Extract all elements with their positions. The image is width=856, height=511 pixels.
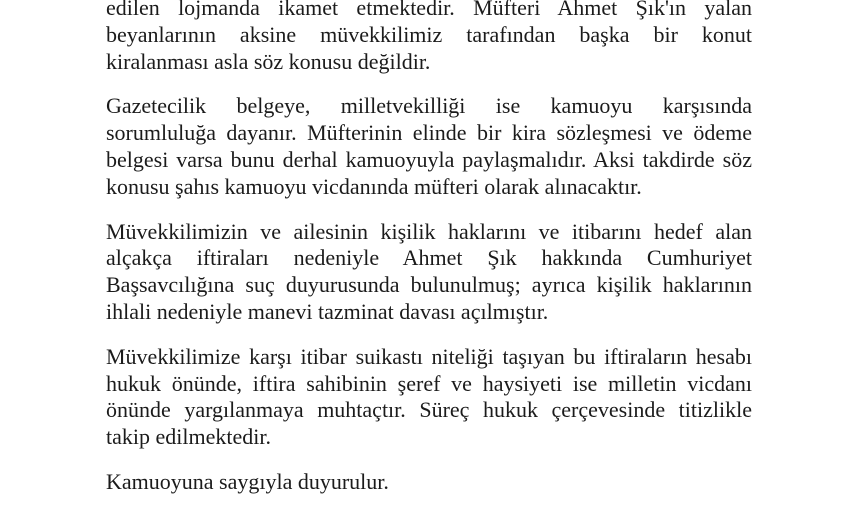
text-line: Başsavcılığına suç duyurusunda bulunulmuş; ayrıca kişilik haklarının bbox=[106, 272, 752, 298]
document-body bbox=[106, 0, 752, 511]
text-line: sorumluluğa dayanır. Müfterinin elinde bir kira sözleşmesi ve ödeme bbox=[106, 120, 752, 146]
text-line: Gazetecilik belgeye, milletvekilliği ise kamuoyu karşısında bbox=[106, 93, 752, 119]
paragraph bbox=[106, 344, 752, 451]
text-line: edilen lojmanda ikamet etmektedir. Müfteri Ahmet Şık'ın yalan bbox=[106, 0, 752, 20]
text-line: beyanlarının aksine müvekkilimiz tarafından başka bir konut bbox=[106, 21, 752, 47]
paragraph bbox=[106, 93, 752, 200]
text-line: kiralanması asla söz konusu değildir. bbox=[106, 48, 431, 74]
text-line: önünde yargılanmaya muhtaçtır. Süreç hukuk çerçevesinde titizlikle bbox=[106, 397, 752, 423]
text-line: konusu şahıs kamuoyu vicdanında müfteri olarak alınacaktır. bbox=[106, 173, 642, 199]
text-line: Müvekkilimizin ve ailesinin kişilik haklarını ve itibarını hedef alan bbox=[106, 218, 752, 244]
text-line: ihlali nedeniyle manevi tazminat davası açılmıştır. bbox=[106, 298, 549, 324]
paragraph bbox=[106, 469, 752, 496]
text-line: belgesi varsa bunu derhal kamuoyuyla paylaşmalıdır. Aksi takdirde söz bbox=[106, 146, 752, 172]
paragraph bbox=[106, 219, 752, 326]
text-line: alçakça iftiraları nedeniyle Ahmet Şık hakkında Cumhuriyet bbox=[106, 245, 752, 271]
text-line: takip edilmektedir. bbox=[106, 424, 271, 450]
paragraph bbox=[106, 0, 752, 75]
text-line: Müvekkilimize karşı itibar suikastı niteliği taşıyan bu iftiraların hesabı bbox=[106, 343, 752, 369]
text-line: hukuk önünde, iftira sahibinin şeref ve haysiyeti ise milletin vicdanı bbox=[106, 370, 752, 396]
text-line: Kamuoyuna saygıyla duyurulur. bbox=[106, 468, 389, 494]
